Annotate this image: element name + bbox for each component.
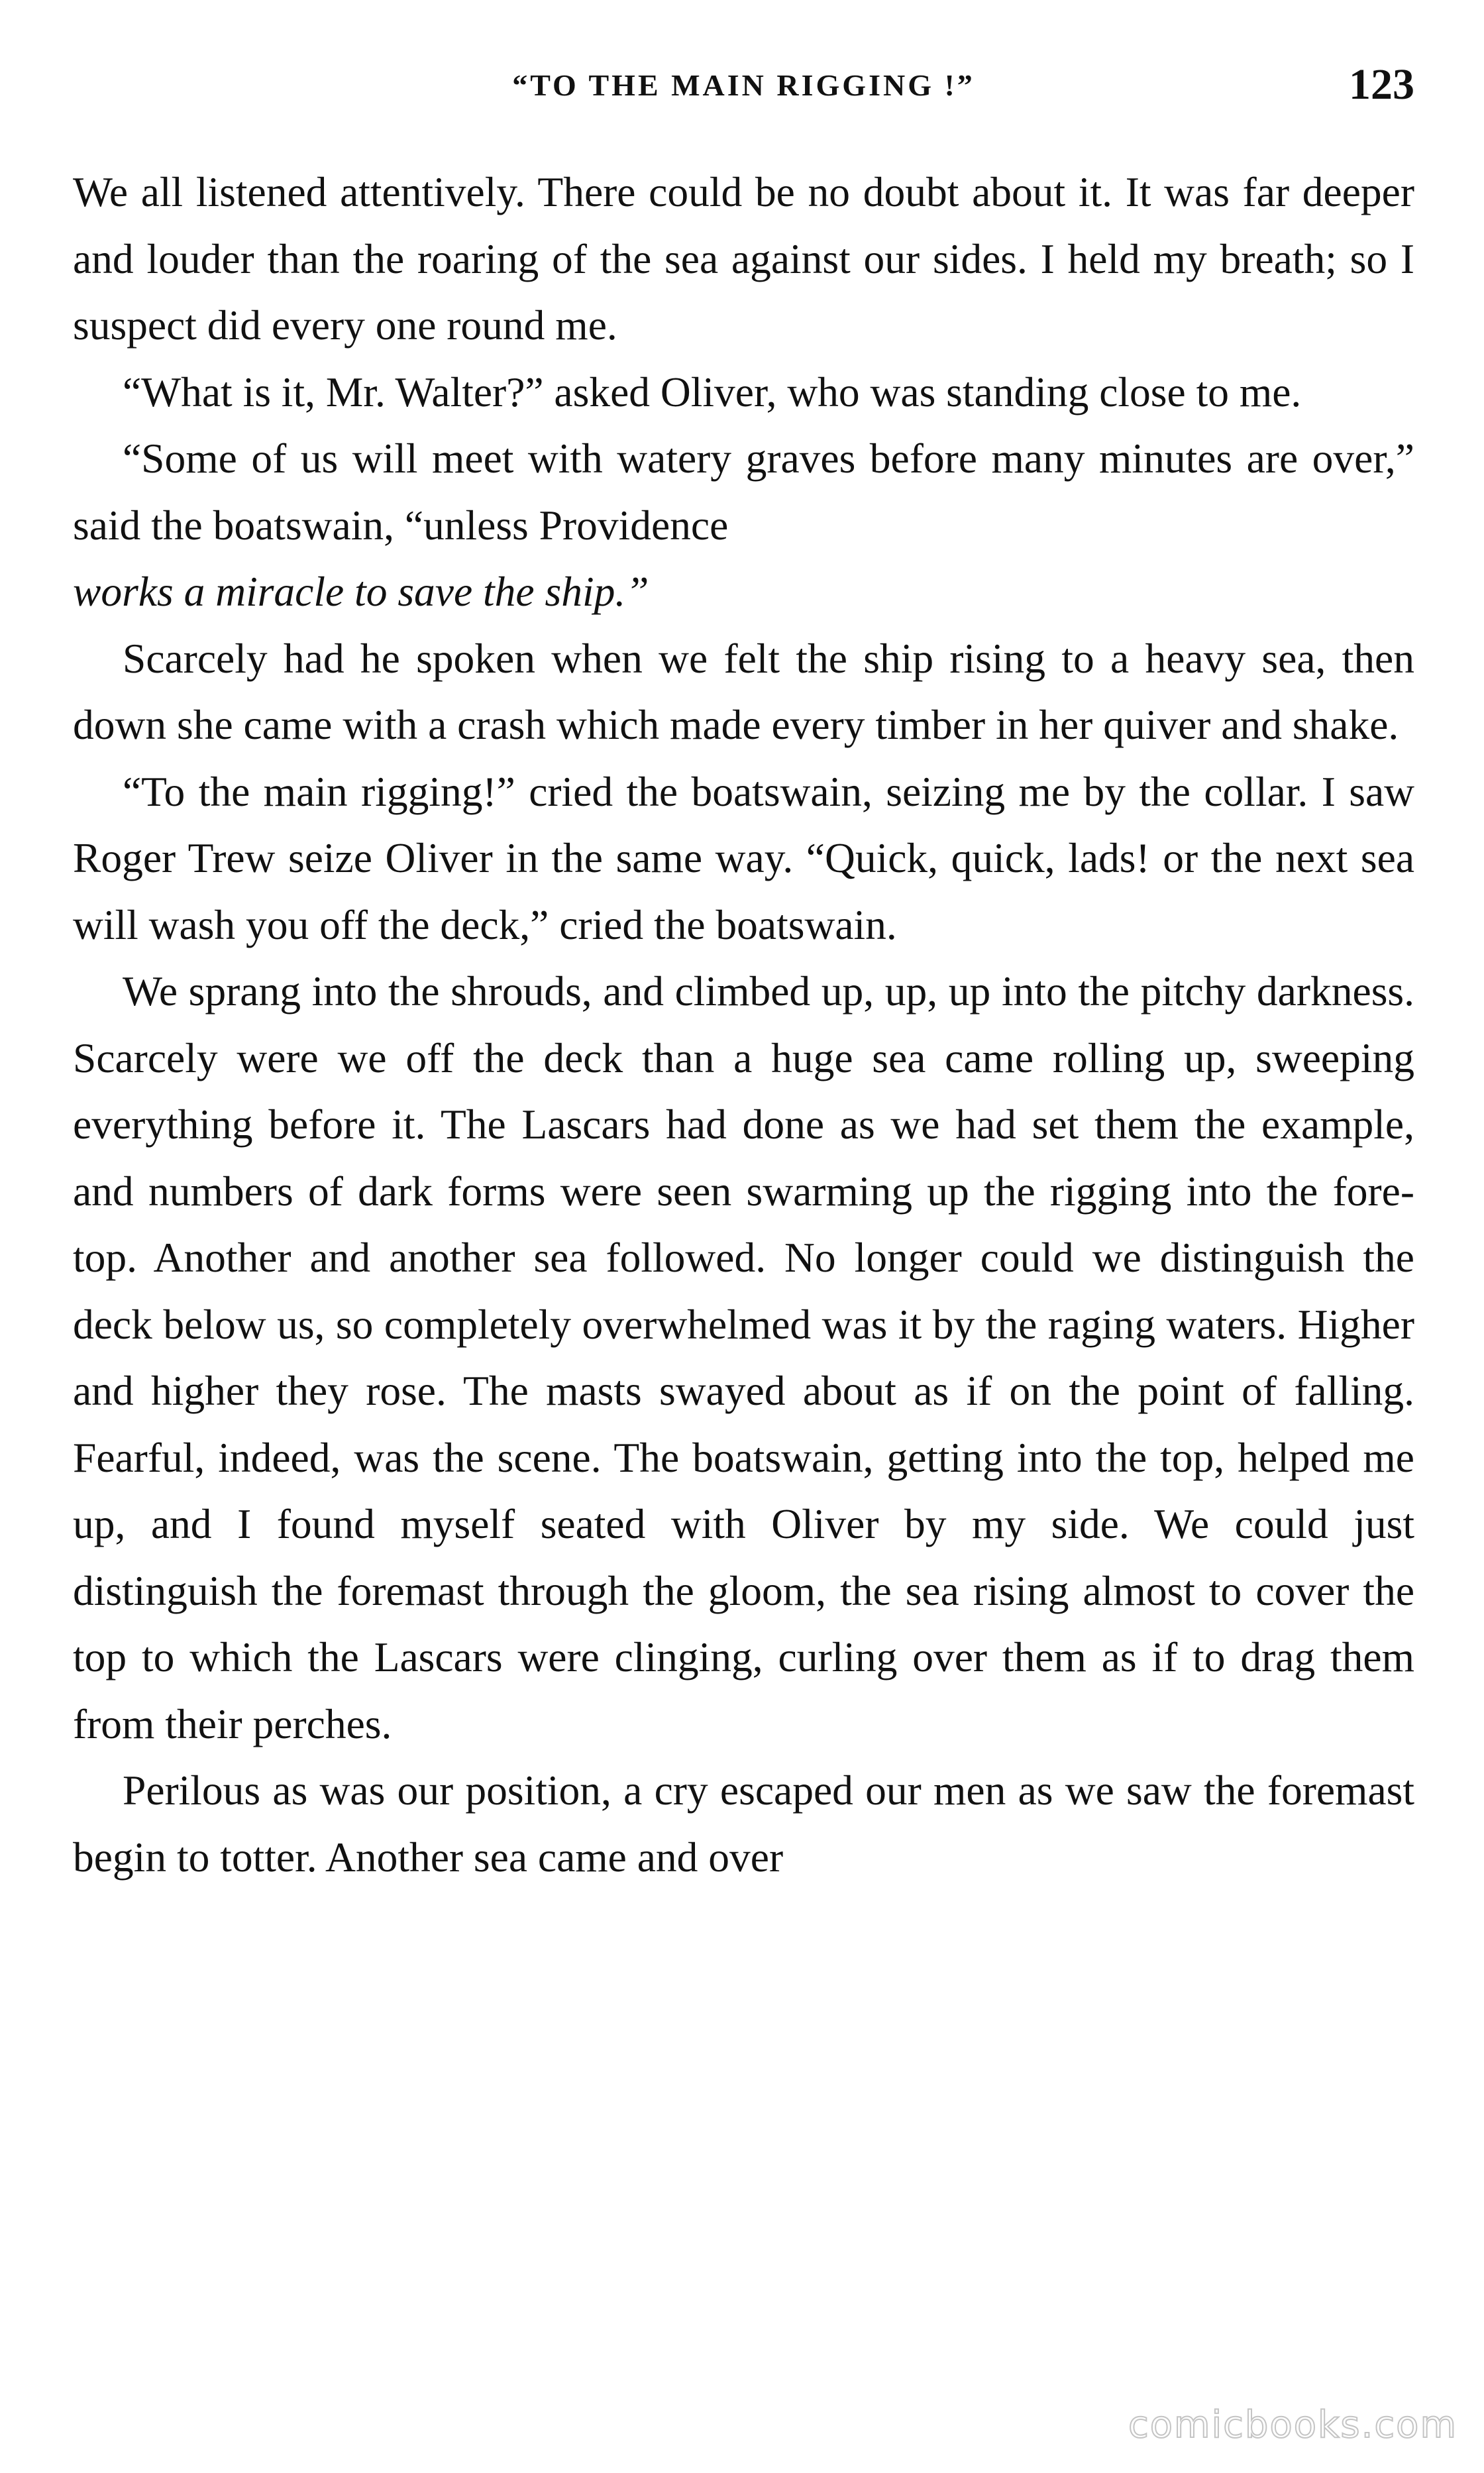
running-head: [73, 60, 1414, 119]
paragraph-3: “Some of us will meet with watery graves before many minutes are over,” said the boatswain, “unless Providence: [73, 435, 1414, 549]
paragraph-1: We all listened attentively. There could be no doubt about it. It was far deeper and louder than the roaring of the sea against our sides. I held my breath; so I suspect did every one round me.: [73, 168, 1414, 349]
paragraph-5: “To the main rigging!” cried the boatswain, seizing me by the collar. I saw Roger Trew seize Oliver in the same way. “Quick, quick, lads! or the next sea will wash you off the deck,” cried the boatswain.: [73, 767, 1414, 948]
body-text: [73, 159, 1414, 1891]
watermark: comicbooks.com: [1128, 2403, 1458, 2446]
paragraph-2: “What is it, Mr. Walter?” asked Oliver, who was standing close to me.: [123, 368, 1302, 415]
page-number: 123: [1349, 60, 1414, 109]
paragraph-7: Perilous as was our position, a cry escaped our men as we saw the foremast begin to totter. Another sea came and over: [73, 1767, 1414, 1881]
paragraph-3-continuation: works a miracle to save the ship.”: [73, 568, 649, 615]
paragraph-4: Scarcely had he spoken when we felt the ship rising to a heavy sea, then down she came with a crash which made every timber in her quiver and shake.: [73, 634, 1414, 748]
paragraph-6: We sprang into the shrouds, and climbed up, up, up into the pitchy darkness. Scarcely were we off the deck than a huge sea came rolling up, sweeping everything before it. The Lascars had done as we had set them the example, and numbers of dark forms were seen swarming up the rigging into the fore-top. Another and another sea followed. No longer could we distinguish the deck below us, so completely overwhelmed was it by the raging waters. Higher and higher they rose. The masts swayed about as if on the point of falling. Fearful, indeed, was the scene. The boatswain, getting into the top, helped me up, and I found myself seated with Oliver by my side. We could just distinguish the foremast through the gloom, the sea rising almost to cover the top to which the Lascars were clinging, curling over them as if to drag them from their perches.: [73, 967, 1414, 1747]
running-title: “TO THE MAIN RIGGING !”: [512, 68, 975, 102]
